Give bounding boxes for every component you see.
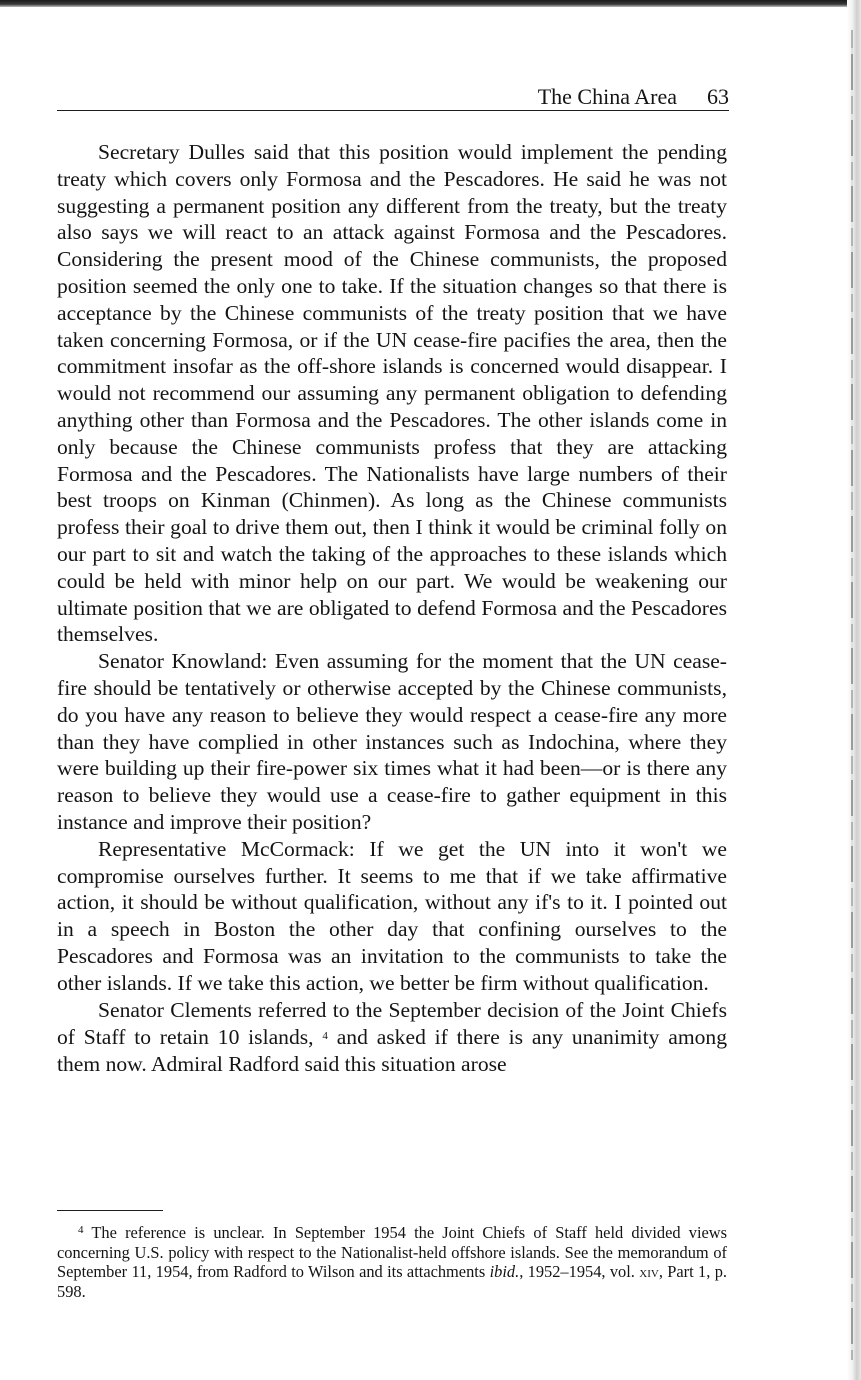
footnote-text-part-2: , 1952–1954, vol. — [519, 1262, 640, 1282]
footnote-text-part-1: The reference is unclear. In September 1954 the Joint Chiefs of Staff held divided views concerning U.S. policy with respect to the Nationalist-held offshore islands. See the memorandum of September 11, 1954, from Radford to Wilson and its attachments — [57, 1223, 727, 1282]
footnote-volume: xiv — [639, 1262, 659, 1282]
body-text — [57, 139, 727, 1078]
footnote — [57, 1221, 727, 1302]
footnote-text-part-3: , Part 1, p. 598. — [57, 1262, 727, 1302]
scan-top-edge — [0, 0, 861, 7]
paragraph-clements-end: and asked if there is any unanimity among them now. Admiral Radford said this situation arose — [57, 1025, 727, 1077]
paragraph-clements-start: Senator Clements referred to the September decision of the Joint Chiefs of Staff to retain 10 islands, — [57, 997, 727, 1050]
scan-right-edge — [847, 0, 861, 1380]
footnote-rule — [57, 1210, 163, 1211]
page-number: 63 — [707, 84, 729, 109]
footnote-reference-mark: 4 — [322, 1030, 328, 1043]
footnote-ibid: ibid. — [489, 1262, 520, 1282]
paragraph-dulles: Secretary Dulles said that this position would implement the pending treaty which covers only Formosa and the Pescadores. He said he was not suggesting a permanent position any different from the treaty, but the treaty also says we will react to an attack against Formosa and the Pescadores. Considering the present mood of the Chinese communists, the proposed position seemed the only one to take. If the situation changes so that there is acceptance by the Chinese communists of the treaty position that we have taken concerning Formosa, or if the UN cease-fire pacifies the area, then the commitment insofar as the off-shore islands is concerned would disappear. I would not recommend our assuming any permanent obligation to defending anything other than Formosa and the Pescadores. The other islands come in only because the Chinese communists profess that they are attacking Formosa and the Pescadores. The Nationalists have large numbers of their best troops on Kinman (Chinmen). As long as the Chinese communists profess their goal to drive them out, then I think it would be criminal folly on our part to sit and watch the taking of the approaches to these islands which could be held with minor help on our part. We would be weakening our ultimate position that we are obligated to defend Formosa and the Pescadores themselves. — [57, 140, 727, 647]
running-head-title: The China Area — [537, 84, 677, 109]
paragraph-knowland: Senator Knowland: Even assuming for the moment that the UN cease-fire should be tentatively or otherwise accepted by the Chinese communists, do you have any reason to believe they would respect a cease-fire any more than they have complied in other instances such as Indochina, where they were building up their fire-power six times what it had been—or is there any reason to believe they would use a cease-fire to gather equipment in this instance and improve their position? — [57, 649, 727, 834]
scan-binding-shadow — [851, 30, 853, 1360]
running-head — [57, 84, 729, 111]
footnote-mark: 4 — [78, 1224, 84, 1236]
footnote-text — [57, 1221, 727, 1302]
paragraph-clements — [57, 997, 727, 1078]
paragraph-mccormack: Representative McCormack: If we get the UN into it won't we compromise ourselves further. It seems to me that if we take affirmative action, it should be without qualification, without any if's to it. I pointed out in a speech in Boston the other day that confining ourselves to the Pescadores and Formosa was an invitation to the communists to take the other islands. If we take this action, we better be firm without qualification. — [57, 836, 727, 995]
